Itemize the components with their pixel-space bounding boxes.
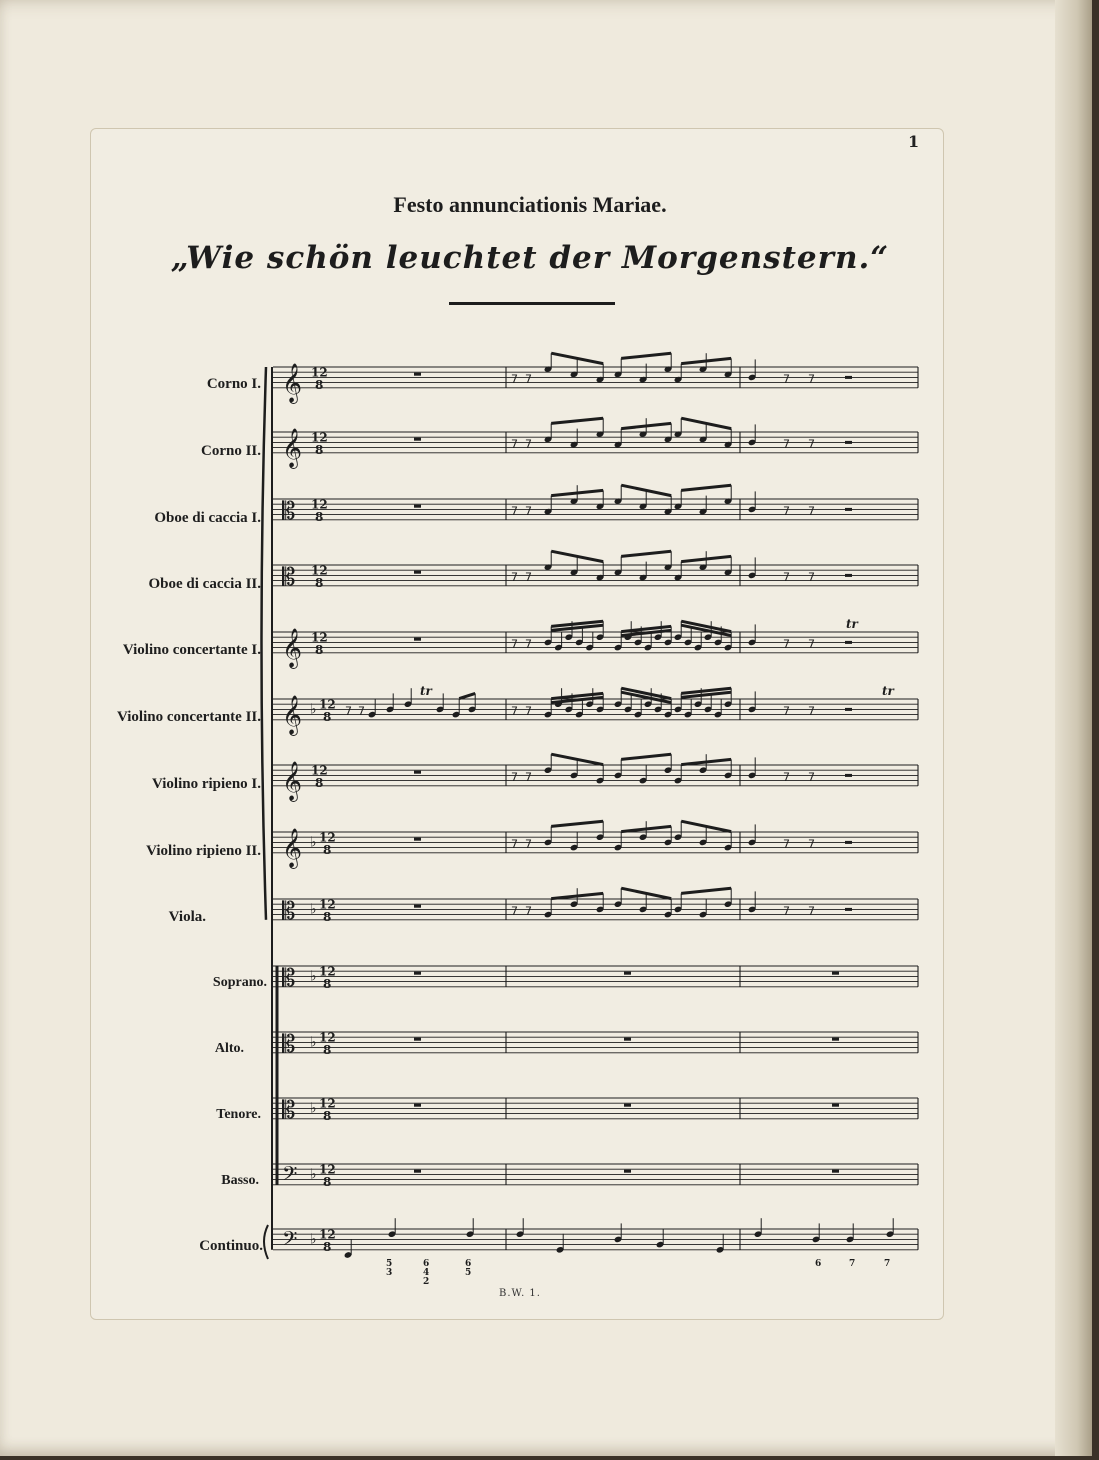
trill-mark: tr — [846, 617, 858, 631]
time-signature-numerator: 12 — [319, 1227, 336, 1242]
dotted-rest — [845, 708, 852, 711]
eighth-rest-icon: 7 — [525, 770, 532, 784]
time-signature-denominator: 8 — [323, 909, 332, 924]
staff-label: Continuo. — [199, 1238, 263, 1254]
staff-label: Oboe di caccia I. — [154, 510, 261, 526]
dotted-rest — [845, 508, 852, 511]
eighth-rest-icon: 7 — [525, 904, 532, 918]
clef-icon: 𝄞 — [282, 760, 303, 801]
eighth-rest-icon: 7 — [783, 437, 790, 451]
time-signature-denominator: 8 — [315, 642, 324, 657]
time-signature-denominator: 8 — [315, 775, 324, 790]
eighth-rest-icon: 7 — [511, 704, 518, 718]
staff-label: Alto. — [214, 1041, 244, 1056]
measure-rest — [414, 1038, 421, 1041]
eighth-rest-icon: 7 — [808, 570, 815, 584]
system-brace — [262, 367, 267, 920]
time-signature-denominator: 8 — [315, 377, 324, 392]
eighth-rest-icon: 7 — [511, 837, 518, 851]
eighth-rest-icon: 7 — [808, 504, 815, 518]
continuo-brace — [264, 1225, 268, 1259]
note-beam — [551, 418, 603, 423]
figured-bass-digit: 5 — [386, 1258, 393, 1269]
time-signature-numerator: 12 — [319, 697, 336, 712]
measure-rest — [624, 1104, 631, 1107]
time-signature-denominator: 8 — [323, 1239, 332, 1254]
eighth-rest-icon: 7 — [511, 637, 518, 651]
measure-rest — [414, 1104, 421, 1107]
clef-icon: 𝄞 — [282, 627, 303, 668]
measure-rest — [832, 1038, 839, 1041]
measure-rest — [414, 505, 421, 508]
eighth-rest-icon: 7 — [808, 770, 815, 784]
eighth-rest-icon: 7 — [808, 372, 815, 386]
staff-label: Violino concertante II. — [116, 709, 261, 725]
time-signature-numerator: 12 — [319, 1030, 336, 1045]
eighth-rest-icon: 7 — [808, 837, 815, 851]
flat-icon: ♭ — [310, 968, 317, 985]
clef-icon: 𝄞 — [282, 694, 303, 735]
measure-rest — [624, 1038, 631, 1041]
clef-icon: 𝄢 — [282, 1226, 298, 1255]
dotted-rest — [845, 841, 852, 844]
measure-rest — [414, 972, 421, 975]
eighth-rest-icon: 7 — [808, 704, 815, 718]
time-signature-denominator: 8 — [323, 976, 332, 991]
clef-icon: 𝄡 — [282, 963, 296, 992]
time-signature-denominator: 8 — [323, 1042, 332, 1057]
time-signature-denominator: 8 — [323, 709, 332, 724]
measure-rest — [414, 838, 421, 841]
time-signature-numerator: 12 — [311, 365, 328, 380]
flat-icon: ♭ — [310, 1231, 317, 1248]
measure-rest — [832, 1170, 839, 1173]
eighth-rest-icon: 7 — [783, 372, 790, 386]
measure-rest — [832, 972, 839, 975]
time-signature-denominator: 8 — [323, 1174, 332, 1189]
eighth-rest-icon: 7 — [808, 437, 815, 451]
figured-bass-digit: 3 — [386, 1267, 393, 1278]
figured-bass-digit: 6 — [465, 1258, 472, 1269]
trill-mark: tr — [882, 684, 894, 698]
eighth-rest-icon: 7 — [525, 437, 532, 451]
time-signature-denominator: 8 — [315, 509, 324, 524]
eighth-rest-icon: 7 — [345, 704, 352, 718]
eighth-rest-icon: 7 — [783, 837, 790, 851]
time-signature-numerator: 12 — [311, 763, 328, 778]
time-signature-denominator: 8 — [315, 575, 324, 590]
note-beam — [621, 551, 671, 556]
eighth-rest-icon: 7 — [511, 437, 518, 451]
eighth-rest-icon: 7 — [783, 637, 790, 651]
cantata-title: „Wie schön leuchtet der Morgenstern.“ — [170, 240, 890, 276]
flat-icon: ♭ — [310, 1166, 317, 1183]
eighth-rest-icon: 7 — [783, 770, 790, 784]
figured-bass-digit: 4 — [423, 1267, 430, 1278]
eighth-rest-icon: 7 — [525, 637, 532, 651]
trill-mark: tr — [420, 684, 432, 698]
eighth-rest-icon: 7 — [525, 372, 532, 386]
figured-bass-digit: 2 — [423, 1276, 430, 1287]
dotted-rest — [845, 908, 852, 911]
flat-icon: ♭ — [310, 1100, 317, 1117]
page-title: Festo annunciationis Mariae. — [393, 192, 667, 217]
time-signature-denominator: 8 — [315, 442, 324, 457]
dotted-rest — [845, 376, 852, 379]
eighth-rest-icon: 7 — [358, 704, 365, 718]
measure-rest — [624, 972, 631, 975]
dotted-rest — [845, 641, 852, 644]
staff-label: Basso. — [221, 1173, 259, 1188]
measure-rest — [414, 438, 421, 441]
figured-bass-digit: 7 — [849, 1258, 856, 1269]
flat-icon: ♭ — [310, 1034, 317, 1051]
time-signature-numerator: 12 — [311, 563, 328, 578]
clef-icon: 𝄞 — [282, 827, 303, 868]
eighth-rest-icon: 7 — [511, 770, 518, 784]
staff-label: Corno I. — [206, 376, 261, 392]
eighth-rest-icon: 7 — [525, 704, 532, 718]
note-beam — [621, 754, 671, 759]
clef-icon: 𝄞 — [282, 362, 303, 403]
note-beam — [681, 888, 731, 893]
staff-label: Corno II. — [200, 443, 261, 459]
measure-rest — [414, 571, 421, 574]
staff-label: Violino ripieno I. — [151, 776, 261, 792]
clef-icon: 𝄢 — [282, 1161, 298, 1190]
catalog-mark: B.W. 1. — [499, 1288, 541, 1299]
eighth-rest-icon: 7 — [511, 904, 518, 918]
flat-icon: ♭ — [310, 701, 317, 718]
time-signature-numerator: 12 — [311, 630, 328, 645]
clef-icon: 𝄡 — [282, 896, 296, 925]
eighth-rest-icon: 7 — [783, 704, 790, 718]
eighth-rest-icon: 7 — [511, 570, 518, 584]
eighth-rest-icon: 7 — [808, 904, 815, 918]
clef-icon: 𝄞 — [282, 427, 303, 468]
flat-icon: ♭ — [310, 834, 317, 851]
eighth-rest-icon: 7 — [808, 637, 815, 651]
staff-label: Violino concertante I. — [122, 642, 261, 658]
staff-label: Viola. — [168, 909, 206, 925]
measure-rest — [414, 771, 421, 774]
figured-bass-digit: 6 — [815, 1258, 822, 1269]
flat-icon: ♭ — [310, 901, 317, 918]
time-signature-numerator: 12 — [311, 430, 328, 445]
eighth-rest-icon: 7 — [511, 504, 518, 518]
staff-label: Tenore. — [216, 1107, 261, 1122]
dotted-rest — [845, 574, 852, 577]
eighth-rest-icon: 7 — [783, 570, 790, 584]
measure-rest — [624, 1170, 631, 1173]
time-signature-numerator: 12 — [319, 830, 336, 845]
staff-label: Violino ripieno II. — [146, 843, 261, 859]
clef-icon: 𝄡 — [282, 1095, 296, 1124]
time-signature-numerator: 12 — [319, 964, 336, 979]
staff-label: Soprano. — [212, 975, 267, 990]
figured-bass-digit: 6 — [423, 1258, 430, 1269]
eighth-rest-icon: 7 — [525, 504, 532, 518]
measure-rest — [414, 373, 421, 376]
eighth-rest-icon: 7 — [511, 372, 518, 386]
page-number: 1 — [908, 132, 920, 151]
figured-bass-digit: 5 — [465, 1267, 472, 1278]
time-signature-numerator: 12 — [319, 897, 336, 912]
eighth-rest-icon: 7 — [783, 904, 790, 918]
eighth-rest-icon: 7 — [525, 570, 532, 584]
clef-icon: 𝄡 — [282, 1029, 296, 1058]
note-beam — [551, 821, 603, 826]
figured-bass-digit: 7 — [884, 1258, 891, 1269]
note-beam — [681, 485, 731, 490]
dotted-rest — [845, 774, 852, 777]
measure-rest — [832, 1104, 839, 1107]
note-beam — [459, 693, 475, 698]
measure-rest — [414, 638, 421, 641]
staff-label: Oboe di caccia II. — [148, 576, 261, 592]
eighth-rest-icon: 7 — [783, 504, 790, 518]
time-signature-numerator: 12 — [319, 1096, 336, 1111]
time-signature-numerator: 12 — [311, 497, 328, 512]
dotted-rest — [845, 441, 852, 444]
clef-icon: 𝄡 — [282, 562, 296, 591]
clef-icon: 𝄡 — [282, 496, 296, 525]
note-beam — [621, 353, 671, 358]
measure-rest — [414, 905, 421, 908]
time-signature-denominator: 8 — [323, 1108, 332, 1123]
measure-rest — [414, 1170, 421, 1173]
time-signature-denominator: 8 — [323, 842, 332, 857]
eighth-rest-icon: 7 — [525, 837, 532, 851]
time-signature-numerator: 12 — [319, 1162, 336, 1177]
